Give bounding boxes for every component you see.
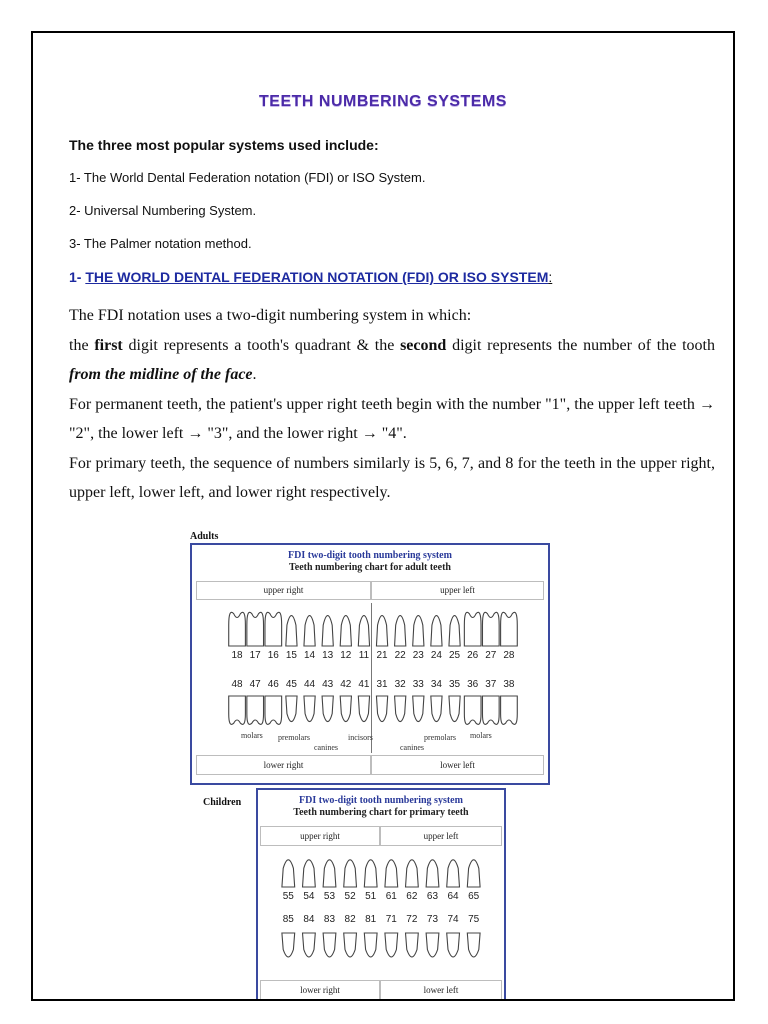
tooth-23 xyxy=(413,616,424,646)
tooth-38 xyxy=(501,696,518,724)
tooth-number: 62 xyxy=(406,891,418,902)
molars-label: molars xyxy=(470,731,492,740)
tooth-number: 47 xyxy=(249,679,261,690)
tooth-number: 53 xyxy=(323,891,336,902)
tooth-number: 63 xyxy=(426,891,439,902)
tooth-17 xyxy=(247,612,264,646)
child-lower-right-label: lower right xyxy=(260,980,380,1000)
tooth-33 xyxy=(413,696,424,722)
tooth-25 xyxy=(449,616,460,646)
tooth-number: 37 xyxy=(485,679,497,690)
text-run: digit represents the number of the tooth xyxy=(446,336,715,354)
tooth-51 xyxy=(364,860,377,887)
tooth-22 xyxy=(395,616,406,646)
tooth-63 xyxy=(426,860,439,887)
child-chart-caption: FDI two-digit tooth numbering system xyxy=(299,795,463,806)
tooth-number: 52 xyxy=(344,891,356,902)
tooth-number: 22 xyxy=(394,650,406,661)
tooth-65 xyxy=(467,860,480,887)
section-colon: : xyxy=(548,269,553,285)
tooth-43 xyxy=(322,696,333,722)
tooth-number: 41 xyxy=(358,679,370,690)
adult-upper-left-label: upper left xyxy=(371,581,544,600)
tooth-42 xyxy=(340,696,351,722)
tooth-number: 83 xyxy=(323,914,336,925)
tooth-62 xyxy=(406,860,419,887)
tooth-number: 44 xyxy=(304,679,316,690)
tooth-36 xyxy=(464,696,481,724)
tooth-number: 23 xyxy=(412,650,424,661)
text-bold-italic: from the midline of the face xyxy=(69,366,253,383)
tooth-26 xyxy=(464,612,481,646)
tooth-number: 26 xyxy=(467,650,479,661)
tooth-number: 73 xyxy=(426,914,439,925)
tooth-34 xyxy=(431,696,442,722)
tooth-16 xyxy=(265,612,282,646)
adult-chart-caption: FDI two-digit tooth numbering system xyxy=(288,550,452,561)
tooth-number: 34 xyxy=(430,679,442,690)
adult-lower-left-label: lower left xyxy=(371,755,544,775)
child-chart-subcaption: Teeth numbering chart for primary teeth xyxy=(293,807,469,818)
tooth-11 xyxy=(358,616,369,646)
adults-label: Adults xyxy=(190,531,219,542)
premolars-label: premolars xyxy=(278,733,310,742)
tooth-number: 85 xyxy=(282,914,294,925)
tooth-47 xyxy=(247,696,264,724)
tooth-24 xyxy=(431,616,442,646)
adult-upper-right-label: upper right xyxy=(196,581,371,600)
tooth-27 xyxy=(482,612,499,646)
child-lower-left-label: lower left xyxy=(380,980,502,1000)
body-paragraph: The FDI notation uses a two-digit numbering system in which: xyxy=(69,307,472,324)
tooth-53 xyxy=(323,860,336,887)
tooth-number: 31 xyxy=(376,679,388,690)
tooth-number: 28 xyxy=(503,650,515,661)
list-item: 1- The World Dental Federation notation (FDI) or ISO System. xyxy=(69,170,426,185)
section-number: 1- xyxy=(69,269,86,285)
tooth-12 xyxy=(340,616,351,646)
tooth-55 xyxy=(282,860,295,887)
tooth-64 xyxy=(447,860,460,887)
tooth-73 xyxy=(426,933,439,957)
text-run: digit represents a tooth's quadrant & the xyxy=(122,336,401,354)
tooth-number: 27 xyxy=(485,650,497,661)
tooth-number: 18 xyxy=(231,650,243,661)
tooth-number: 51 xyxy=(365,891,377,902)
tooth-75 xyxy=(467,933,480,957)
tooth-number: 82 xyxy=(344,914,356,925)
tooth-number: 15 xyxy=(285,650,297,661)
tooth-number: 55 xyxy=(282,891,294,902)
canines-label: canines xyxy=(314,743,338,752)
adult-lower-teeth xyxy=(192,693,548,731)
tooth-44 xyxy=(304,696,315,722)
tooth-number: 43 xyxy=(322,679,334,690)
tooth-85 xyxy=(282,933,295,957)
tooth-52 xyxy=(344,860,357,887)
incisors-label: incisors xyxy=(348,733,373,742)
tooth-number: 84 xyxy=(303,914,315,925)
text-run: . xyxy=(252,366,257,383)
tooth-13 xyxy=(322,616,333,646)
child-upper-numbers xyxy=(278,891,484,902)
text-bold: first xyxy=(94,336,123,354)
tooth-35 xyxy=(449,696,460,722)
tooth-number: 14 xyxy=(304,650,316,661)
tooth-48 xyxy=(229,696,246,724)
tooth-number: 65 xyxy=(468,891,480,902)
child-lower-numbers xyxy=(278,914,484,925)
child-upper-right-label: upper right xyxy=(260,826,380,846)
children-label: Children xyxy=(203,797,242,808)
section-heading xyxy=(69,269,552,285)
body-paragraph: For primary teeth, the sequence of numbers similarly is 5, 6, 7, and 8 for the teeth in the upper right, upper left, lower left, and lower right respectively. xyxy=(69,454,715,501)
body-paragraph xyxy=(69,331,715,390)
molars-label: molars xyxy=(241,731,263,740)
adult-upper-teeth xyxy=(192,605,548,649)
tooth-number: 21 xyxy=(376,650,388,661)
text-bold: second xyxy=(400,336,447,354)
tooth-number: 54 xyxy=(303,891,315,902)
tooth-number: 13 xyxy=(322,650,334,661)
tooth-31 xyxy=(376,696,387,722)
body-paragraph: For permanent teeth, the patient's upper right teeth begin with the number "1", the upper left teeth → "2", the lower left → "3", and the lower right → "4". xyxy=(69,395,715,442)
tooth-84 xyxy=(303,933,316,957)
tooth-61 xyxy=(385,860,398,887)
tooth-number: 42 xyxy=(340,679,352,690)
premolars-label: premolars xyxy=(424,733,456,742)
tooth-71 xyxy=(385,933,398,957)
tooth-number: 64 xyxy=(447,891,459,902)
canines-label: canines xyxy=(400,743,424,752)
tooth-number: 35 xyxy=(449,679,461,690)
tooth-82 xyxy=(344,933,357,957)
tooth-46 xyxy=(265,696,282,724)
tooth-number: 32 xyxy=(394,679,406,690)
section-heading-text: THE WORLD DENTAL FEDERATION NOTATION (FDI) OR ISO SYSTEM xyxy=(85,269,549,285)
tooth-14 xyxy=(304,616,315,646)
tooth-number: 24 xyxy=(430,650,442,661)
tooth-74 xyxy=(447,933,460,957)
tooth-number: 11 xyxy=(358,650,370,661)
tooth-number: 17 xyxy=(249,650,261,661)
tooth-54 xyxy=(303,860,316,887)
tooth-18 xyxy=(229,612,246,646)
tooth-number: 72 xyxy=(406,914,418,925)
tooth-number: 48 xyxy=(231,679,243,690)
child-tooth-chart xyxy=(256,788,506,1001)
adult-chart-subcaption: Teeth numbering chart for adult teeth xyxy=(289,562,451,573)
tooth-number: 25 xyxy=(449,650,461,661)
adult-tooth-chart xyxy=(190,543,550,785)
tooth-number: 12 xyxy=(340,650,352,661)
intro-text: The three most popular systems used include: xyxy=(69,137,379,153)
tooth-number: 46 xyxy=(267,679,279,690)
document-page xyxy=(31,31,735,1001)
adult-lower-numbers xyxy=(228,679,518,690)
tooth-number: 36 xyxy=(467,679,479,690)
tooth-number: 33 xyxy=(412,679,424,690)
tooth-number: 71 xyxy=(385,914,397,925)
tooth-41 xyxy=(358,696,369,722)
child-upper-left-label: upper left xyxy=(380,826,502,846)
tooth-37 xyxy=(482,696,499,724)
adult-lower-right-label: lower right xyxy=(196,755,371,775)
tooth-number: 16 xyxy=(267,650,279,661)
list-item: 2- Universal Numbering System. xyxy=(69,203,257,218)
tooth-81 xyxy=(364,933,377,957)
child-upper-teeth xyxy=(258,850,504,890)
tooth-15 xyxy=(286,616,297,646)
tooth-72 xyxy=(406,933,419,957)
tooth-number: 38 xyxy=(503,679,515,690)
child-lower-teeth xyxy=(258,930,504,966)
tooth-number: 61 xyxy=(385,891,397,902)
tooth-32 xyxy=(395,696,406,722)
tooth-45 xyxy=(286,696,297,722)
tooth-28 xyxy=(501,612,518,646)
page-title: TEETH NUMBERING SYSTEMS xyxy=(259,93,507,110)
tooth-number: 45 xyxy=(285,679,297,690)
tooth-21 xyxy=(376,616,387,646)
list-item: 3- The Palmer notation method. xyxy=(69,236,252,251)
tooth-number: 74 xyxy=(447,914,459,925)
tooth-number: 75 xyxy=(468,914,480,925)
body-text xyxy=(69,301,715,508)
tooth-number: 81 xyxy=(365,914,377,925)
tooth-83 xyxy=(323,933,336,957)
text-run: the xyxy=(69,336,95,354)
adult-upper-numbers xyxy=(228,650,518,661)
